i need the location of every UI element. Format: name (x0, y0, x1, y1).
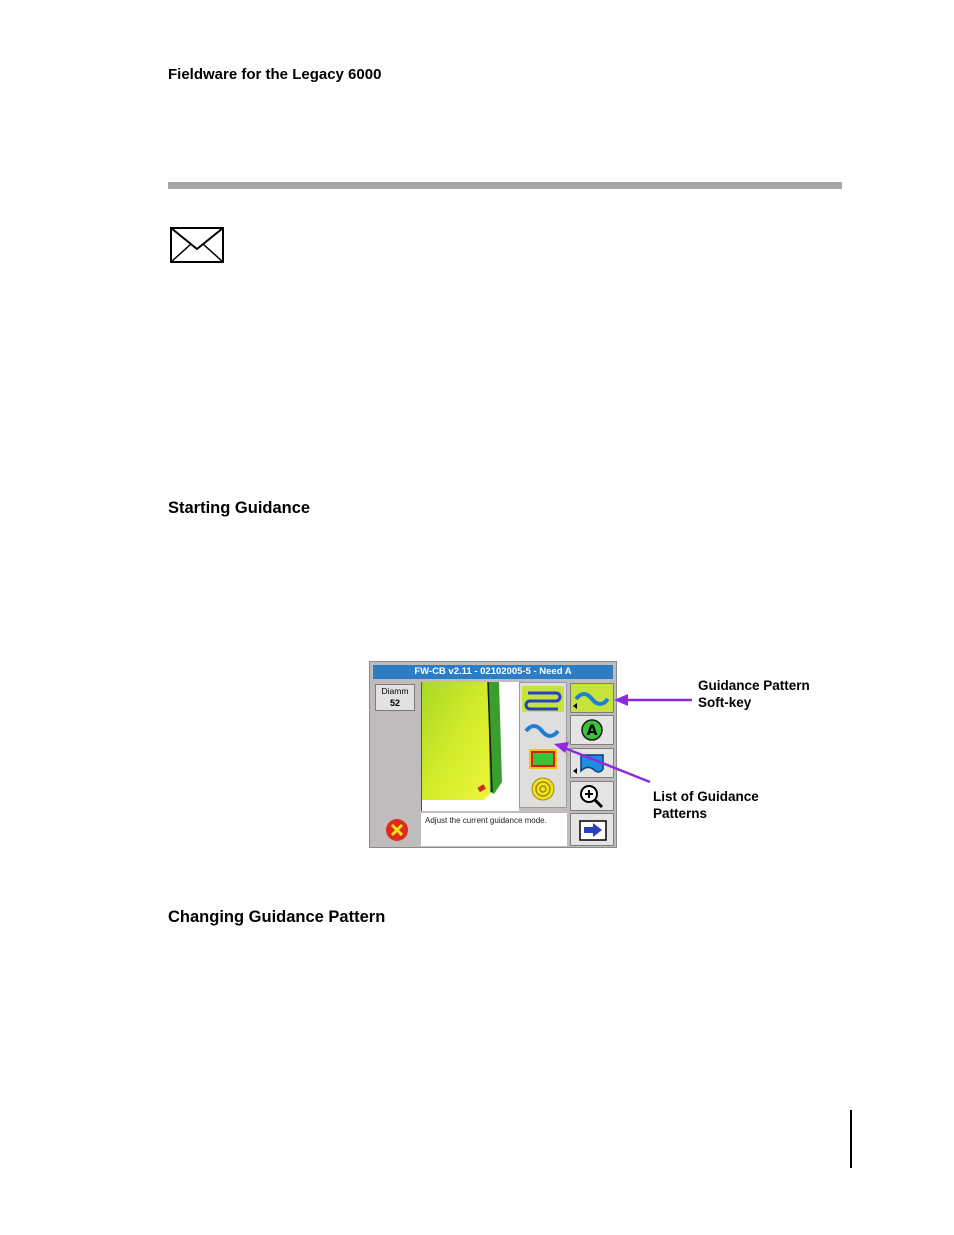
field-map (421, 682, 519, 811)
header-rule (168, 182, 842, 189)
diameter-readout[interactable] (375, 684, 415, 711)
next-arrow-icon (571, 814, 613, 845)
envelope-icon (169, 225, 225, 265)
diameter-label: Diamm (381, 686, 409, 696)
next-button[interactable] (570, 813, 614, 846)
cancel-x-icon (373, 813, 419, 846)
callout-list-line2: Patterns (653, 806, 708, 821)
running-header: Fieldware for the Legacy 6000 (168, 66, 382, 83)
page-edge-bar (850, 1110, 852, 1168)
coverage-map-graphic (422, 682, 519, 811)
callout-pattern-list (653, 788, 759, 822)
section-heading-changing-guidance-pattern: Changing Guidance Pattern (168, 908, 386, 926)
callout-list-line1: List of Guidance (653, 789, 759, 804)
callout-softkey-line1: Guidance Pattern (698, 678, 810, 693)
callout-softkey-line2: Soft-key (698, 695, 752, 710)
diameter-value: 52 (389, 698, 400, 708)
callout-softkey (698, 677, 810, 711)
callout-arrows (540, 690, 700, 790)
section-heading-starting-guidance: Starting Guidance (168, 499, 311, 517)
svg-text:A: A (586, 723, 598, 739)
screen-title-bar: FW-CB v2.11 - 02102005-5 - Need A (373, 665, 613, 679)
status-message: Adjust the current guidance mode. (421, 813, 567, 846)
cancel-button[interactable] (373, 813, 419, 846)
